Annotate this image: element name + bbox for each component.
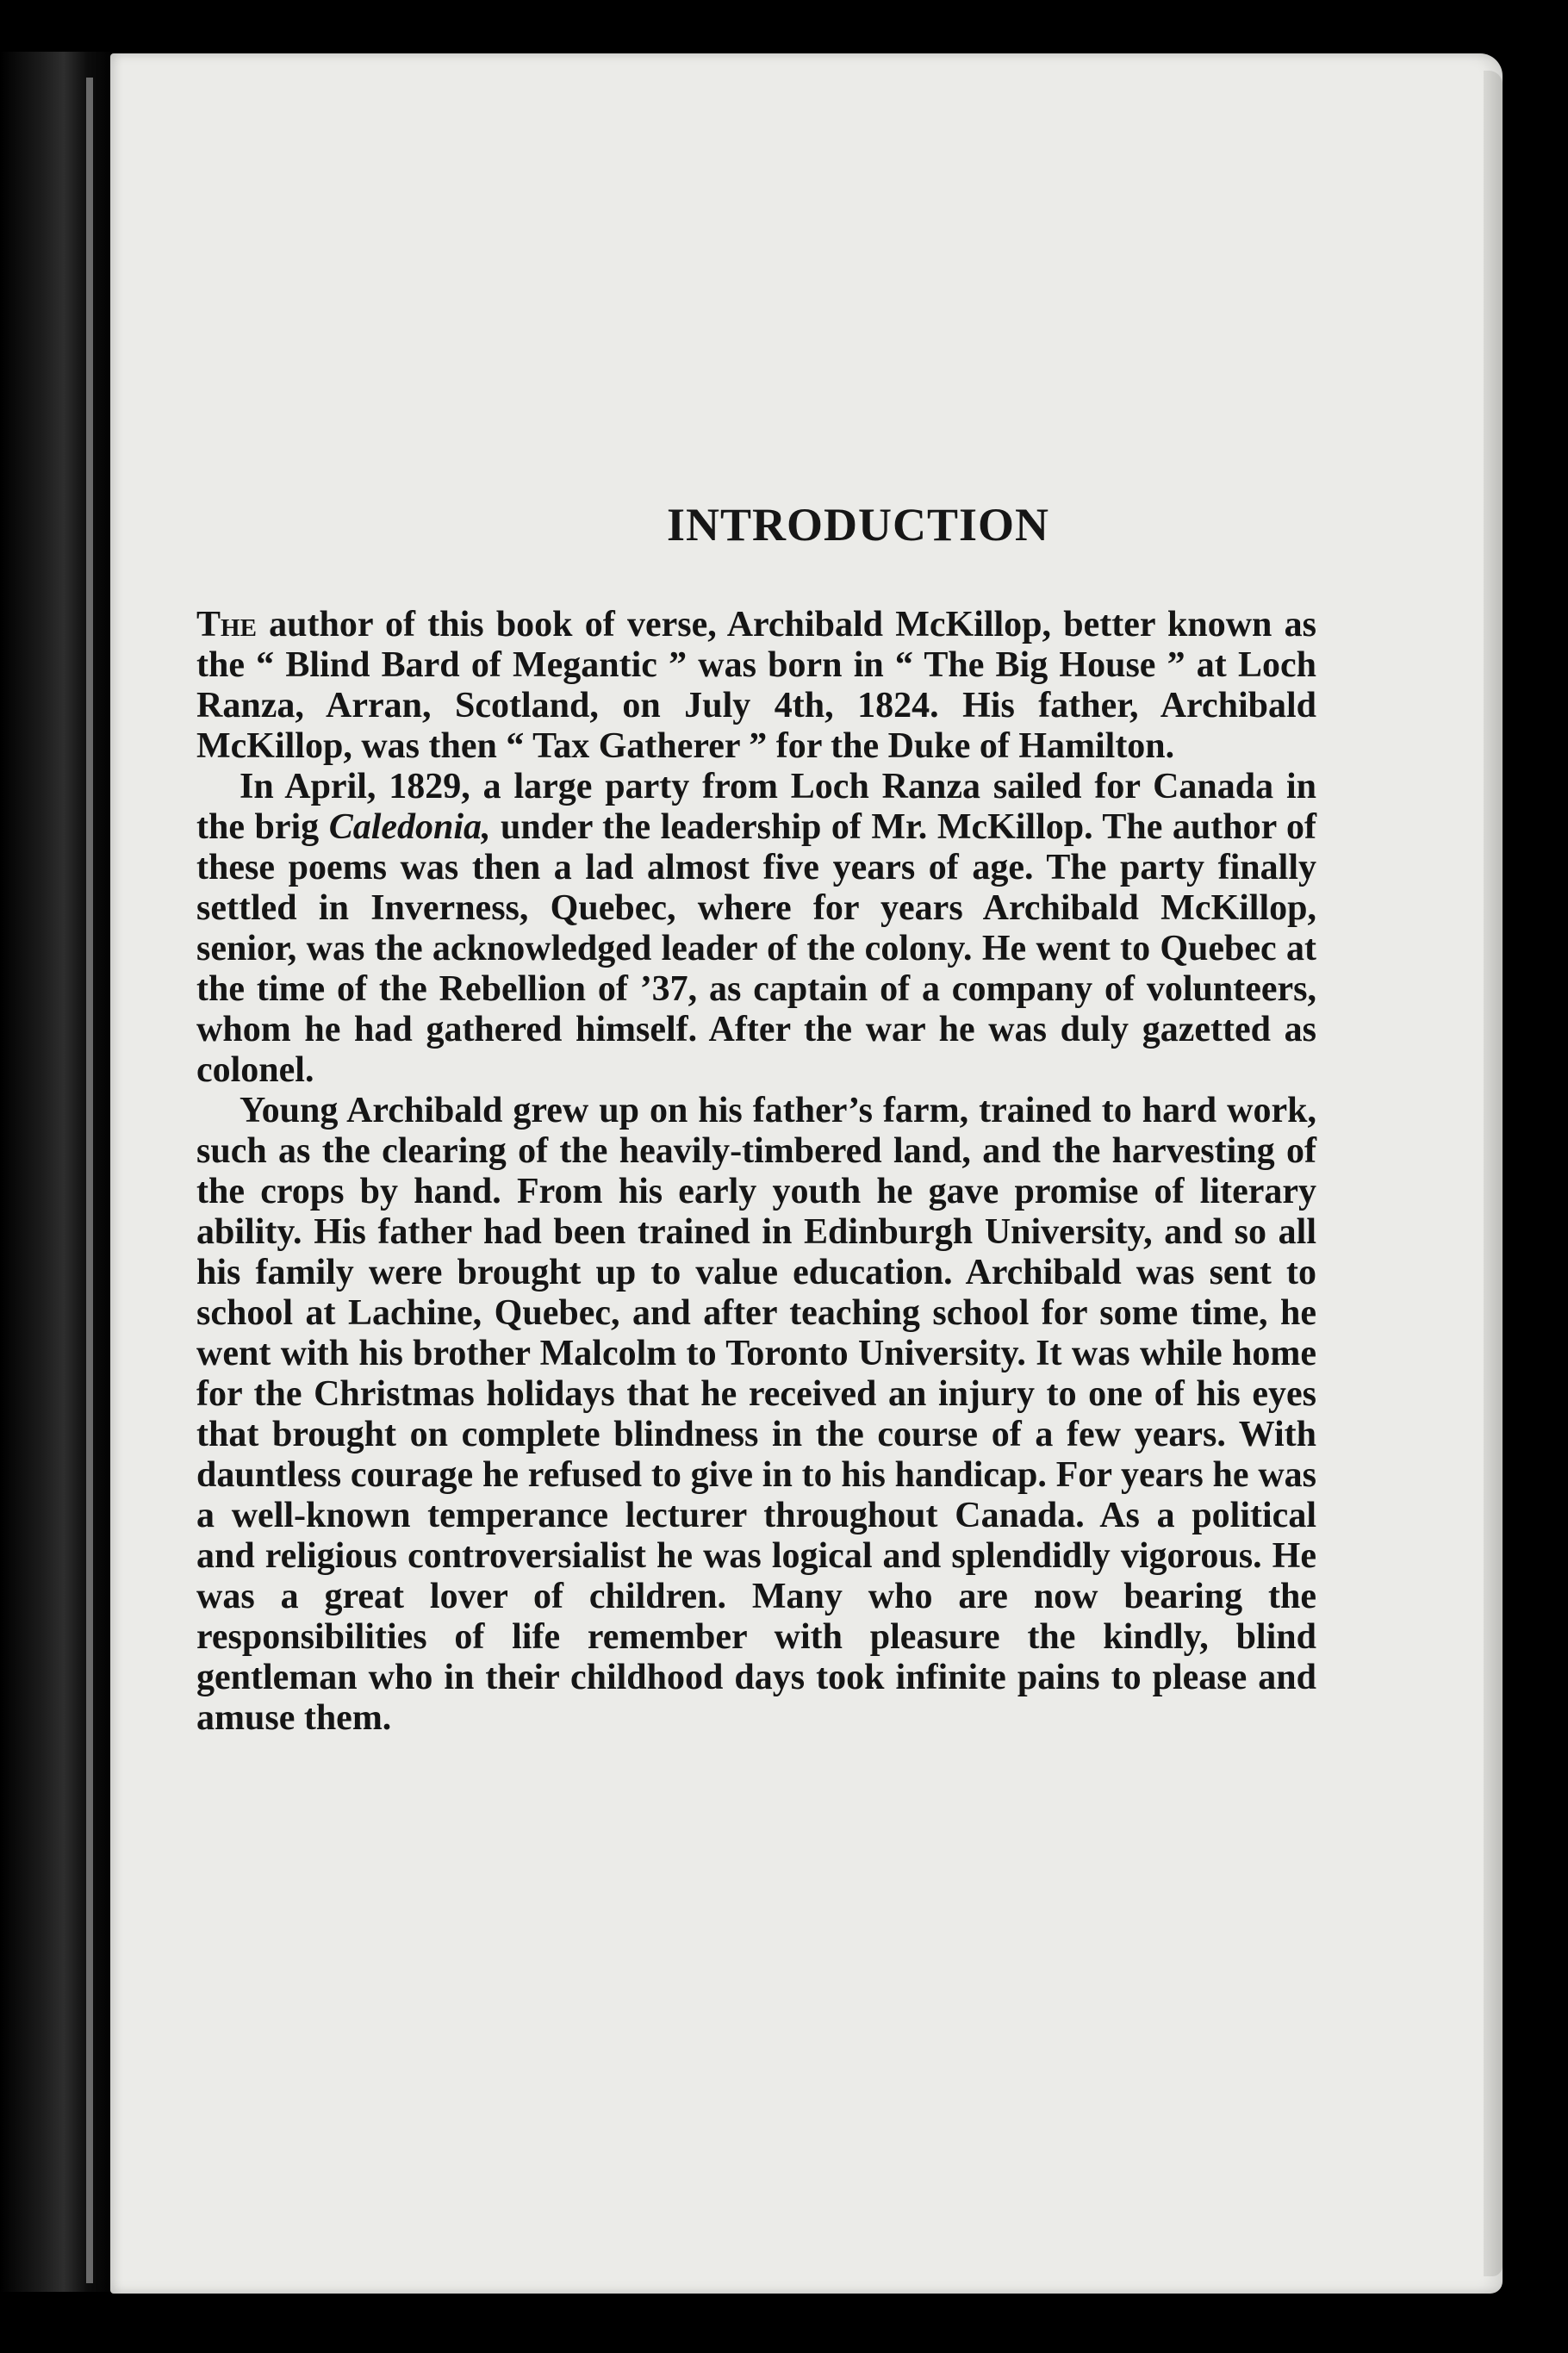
page-right-edge	[1484, 71, 1503, 2276]
paragraph-2-before: In April, 1829, a large party from Loch Ranza sailed for Canada in the brig	[196, 767, 1316, 847]
book-spine-edge	[0, 52, 116, 2292]
body-text	[196, 605, 1316, 1739]
book-page	[110, 53, 1503, 2294]
page-title: INTRODUCTION	[666, 499, 1050, 551]
paragraph-2-after: under the leadership of Mr. McKillop. The author of these poems was then a lad almost five years of age. The party finally settled in Inverness, Quebec, where for years Archibald McKillop, senior, was the acknowledged leader of the colony. He went to Quebec at the time of the Rebellion of ’37, as captain of a company of volunteers, whom he had gathered himself. After the war he was duly gazetted as colonel.	[196, 807, 1317, 1090]
paragraph-2	[196, 767, 1316, 1091]
paragraph-2-ship-name: Caledonia,	[328, 807, 491, 847]
paragraph-3: Young Archibald grew up on his father’s farm, trained to hard work, such as the clearing of the heavily-timbered land, and the harvesting of the crops by hand. From his early youth he gave promise of literary ability. His father had been trained in Edinburgh University, and so all his family were brought up to value education. Archibald was sent to school at Lachine, Quebec, and after teaching school for some time, he went with his brother Malcolm to Toronto University. It was while home for the Christmas holidays that he received an injury to one of his eyes that brought on complete blindness in the course of a few years. With dauntless courage he refused to give in to his handicap. For years he was a well-known temperance lecturer throughout Canada. As a political and religious controversialist he was logical and splendidly vigorous. He was a great lover of children. Many who are now bearing the responsibilities of life remember with pleasure the kindly, blind gentleman who in their childhood days took infinite pains to please and amuse them.	[196, 1091, 1316, 1738]
paragraph-1-text: author of this book of verse, Archibald McKillop, better known as the “ Blind Bard of Megantic ” was born in “ The Big House ” at Loch Ranza, Arran, Scotland, on July 4th, 1824. His father, Archibald McKillop, was then “ Tax Gatherer ” for the Duke of Hamilton.	[196, 605, 1316, 766]
book-gutter-line	[86, 78, 93, 2283]
paragraph-1-lead: The	[196, 605, 257, 644]
paragraph-1	[196, 605, 1316, 767]
